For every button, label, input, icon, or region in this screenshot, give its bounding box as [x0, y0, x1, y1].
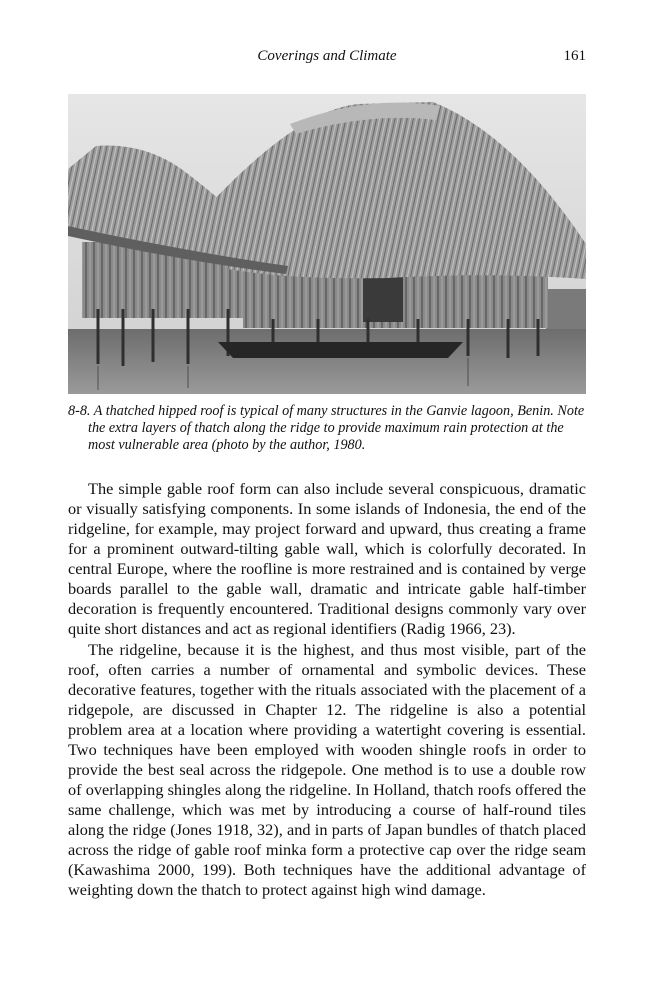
running-head	[68, 48, 586, 70]
figure-caption	[68, 403, 586, 454]
paragraph-ridgeline: The ridgeline, because it is the highest, and thus most visible, part of the roof, often carries a number of ornamental and symbolic devices. These decorative features, together with the rituals associated with the placement of a ridgepole, are discussed in Chapter 12. The ridgeline is also a potential problem area at a location where providing a watertight covering is essential. Two techniques have been employed with wooden shingle roofs in order to provide the best seal across the ridgepole. One method is to use a double row of overlapping shingles along the ridgeline. In Holland, thatch roofs offered the same challenge, which was met by introducing a course of half-round tiles along the ridge (Jones 1918, 32), and in parts of Japan bundles of thatch placed across the ridge of gable roof minka form a protective cap over the ridge seam (Kawashima 2000, 199). Both techniques have the additional advantage of weighting down the thatch to protect against high wind damage.	[68, 640, 586, 899]
body-text	[68, 479, 586, 900]
thatched-houses-photo	[68, 94, 586, 394]
figure-photo	[68, 94, 586, 394]
running-head-title: Coverings and Climate	[257, 48, 397, 64]
paragraph-gable-roof: The simple gable roof form can also include several conspicuous, dramatic or visually satisfying components. In some islands of Indonesia, the end of the ridgeline, for example, may project forward and upward, thus creating a frame for a prominent outward-tilting gable wall, which is colorfully decorated. In central Europe, where the roofline is more restrained and is contained by verge boards parallel to the gable wall, dramatic and intricate gable half-timber decoration is frequently encountered. Traditional designs commonly vary over quite short distances and act as regional identifiers (Radig 1966, 23).	[68, 479, 586, 638]
caption-text: 8-8. A thatched hipped roof is typical of many structures in the Ganvie lagoon, Benin. Note the extra layers of thatch along the ridge to provide maximum rain protection at the most vulnerable area (photo by the author, 1980.	[68, 403, 585, 453]
page-number: 161	[563, 48, 586, 64]
